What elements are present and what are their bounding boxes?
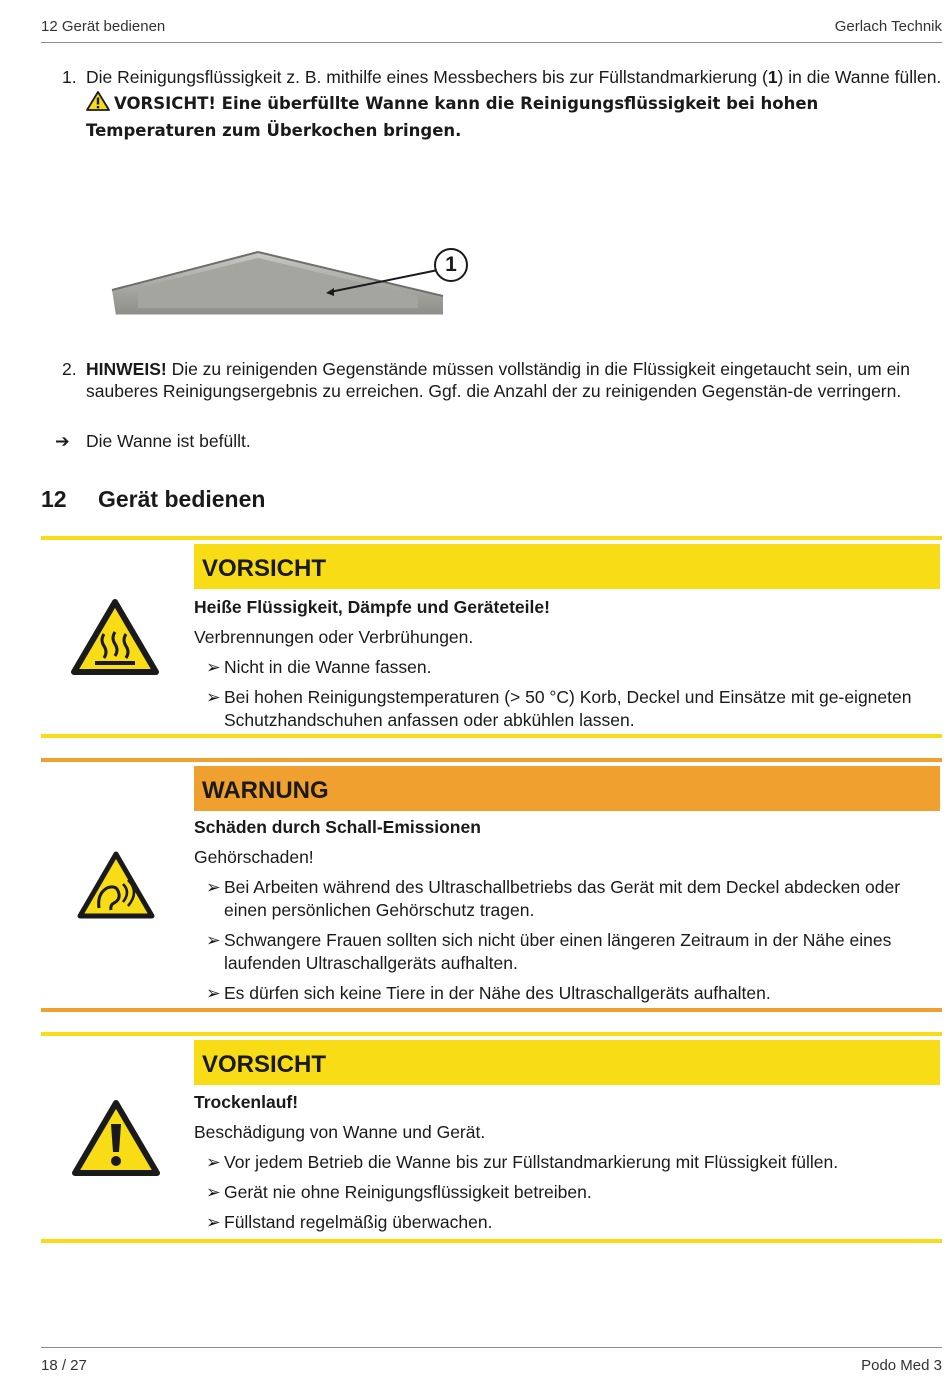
- noise-warning-icon: [77, 850, 155, 920]
- caution-text-line2: Temperaturen zum Überkochen bringen.: [86, 121, 462, 140]
- measure-item: ➢ Bei hohen Reinigungstemperaturen (> 50 °C) Korb, Deckel und Einsätze mit ge-eigneten Schutzhandschuhen anfassen oder abkühlen lassen.: [206, 687, 912, 730]
- hazard-title: Heiße Flüssigkeit, Dämpfe und Geräteteile!: [194, 597, 550, 617]
- chevron-icon: ➢: [206, 1152, 221, 1172]
- signal-word: VORSICHT: [194, 1040, 940, 1085]
- step-2: [62, 358, 942, 402]
- page-header: [41, 18, 942, 43]
- section-heading: [41, 486, 265, 513]
- step-number: 1.: [62, 67, 77, 87]
- caution-box-dry-run: [41, 1032, 942, 1243]
- figure-callout-number: 1: [445, 253, 457, 276]
- hazard-consequence: Beschädigung von Wanne und Gerät.: [194, 1122, 486, 1142]
- tank-figure: [108, 238, 468, 318]
- hazard-title: Trockenlauf!: [194, 1092, 299, 1112]
- section-number: 12: [41, 486, 67, 512]
- measure-item: ➢ Nicht in die Wanne fassen.: [206, 657, 432, 677]
- step-text-end: ) in die Wanne füllen.: [777, 67, 942, 87]
- warning-box-noise: [41, 758, 942, 1012]
- section-title: Gerät bedienen: [98, 486, 266, 512]
- measure-item: ➢ Gerät nie ohne Reinigungsflüssigkeit betreiben.: [206, 1182, 592, 1202]
- step-1: [62, 66, 942, 144]
- chevron-icon: ➢: [206, 877, 221, 897]
- measure-item: ➢ Vor jedem Betrieb die Wanne bis zur Füllstandmarkierung mit Flüssigkeit füllen.: [206, 1152, 839, 1172]
- caution-text-line1: VORSICHT! Eine überfüllte Wanne kann die Reinigungsflüssigkeit bei hohen: [114, 94, 819, 113]
- measure-item: ➢ Es dürfen sich keine Tiere in der Nähe des Ultraschallgeräts aufhalten.: [206, 983, 771, 1003]
- step-text: Die Reinigungsflüssigkeit z. B. mithilfe eines Messbechers bis zur Füllstandmarkierung (: [86, 67, 768, 87]
- page-footer: [41, 1347, 942, 1377]
- hazard-consequence: Gehörschaden!: [194, 847, 314, 867]
- signal-word: WARNUNG: [194, 766, 940, 811]
- measure-item: ➢ Schwangere Frauen sollten sich nicht über einen längeren Zeitraum in der Nähe eines laufenden Ultraschallgeräts aufhalten.: [206, 930, 892, 973]
- measure-item: ➢ Bei Arbeiten während des Ultraschallbetriebs das Gerät mit dem Deckel abdecken oder einen persönlichen Gehörschutz tragen.: [206, 877, 901, 920]
- product-name: Podo Med 3: [861, 1357, 942, 1374]
- step-text: Die zu reinigenden Gegenstände müssen vollständig in die Flüssigkeit eingetaucht sein, um ein sauberes Reinigungsergebnis zu erreichen. Ggf. die Anzahl der zu reinigenden Gegenstän-de verringern.: [86, 359, 910, 401]
- warning-triangle-icon: [86, 91, 110, 111]
- reference-number: 1: [767, 67, 778, 87]
- result-line: [55, 431, 251, 452]
- hazard-consequence: Verbrennungen oder Verbrühungen.: [194, 627, 474, 647]
- page-number: 18 / 27: [41, 1357, 87, 1374]
- tank-illustration: [108, 238, 468, 318]
- chevron-icon: ➢: [206, 1182, 221, 1202]
- step-number: 2.: [62, 359, 77, 379]
- chevron-icon: ➢: [206, 930, 221, 950]
- chevron-icon: ➢: [206, 657, 221, 677]
- chevron-icon: ➢: [206, 687, 221, 707]
- caution-box-hot: [41, 536, 942, 738]
- signal-word: VORSICHT: [194, 544, 940, 589]
- chevron-icon: ➢: [206, 1212, 221, 1232]
- hazard-title: Schäden durch Schall-Emissionen: [194, 817, 481, 837]
- result-arrow-icon: ➔: [55, 431, 70, 451]
- measure-item: ➢ Füllstand regelmäßig überwachen.: [206, 1212, 493, 1232]
- chevron-icon: ➢: [206, 983, 221, 1003]
- hot-surface-warning-icon: [71, 598, 159, 676]
- general-warning-icon: [71, 1098, 161, 1178]
- header-company: Gerlach Technik: [834, 18, 942, 35]
- result-text: Die Wanne ist befüllt.: [86, 431, 251, 451]
- header-chapter: 12 Gerät bedienen: [41, 18, 166, 35]
- notice-label: HINWEIS!: [86, 359, 167, 379]
